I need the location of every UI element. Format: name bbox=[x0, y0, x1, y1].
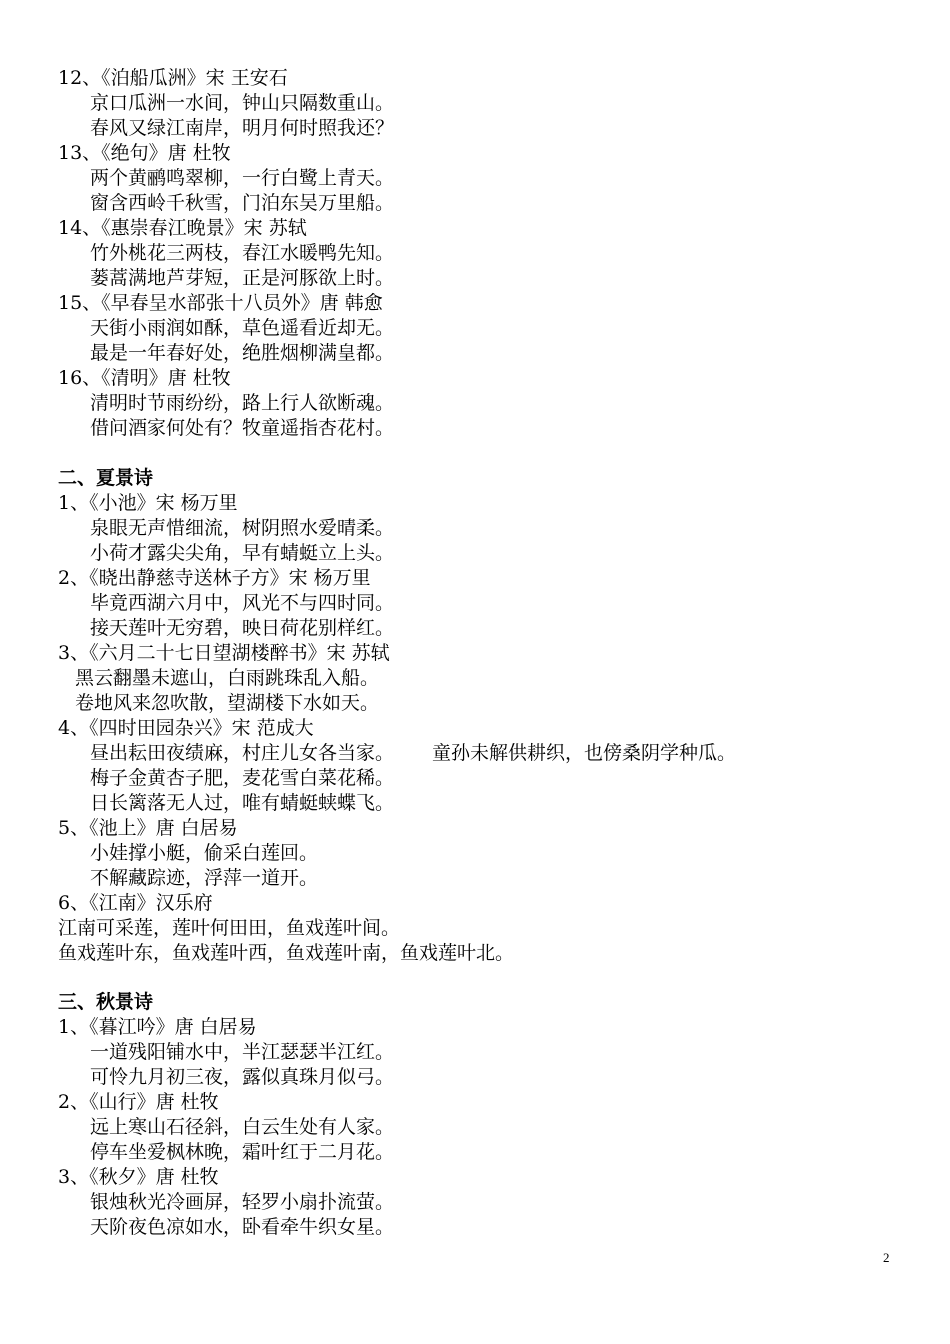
poem-title: 6、《江南》汉乐府 bbox=[58, 892, 213, 914]
poem-title: 2、《山行》唐 杜牧 bbox=[58, 1091, 219, 1113]
autumn-poem-1 bbox=[58, 1015, 928, 1090]
poem-line: 停车坐爱枫林晚，霜叶红于二月花。 bbox=[90, 1141, 395, 1163]
poem-line: 清明时节雨纷纷，路上行人欲断魂。 bbox=[90, 392, 395, 414]
summer-poem-6 bbox=[58, 891, 928, 966]
poem-line: 蒌蒿满地芦芽短，正是河豚欲上时。 bbox=[90, 267, 395, 289]
poem-line: 一道残阳铺水中，半江瑟瑟半江红。 bbox=[90, 1041, 395, 1063]
poem-line: 两个黄鹂鸣翠柳，一行白鹭上青天。 bbox=[90, 167, 395, 189]
poem-line: 毕竟西湖六月中，风光不与四时同。 bbox=[90, 592, 395, 614]
poem-title: 3、《秋夕》唐 杜牧 bbox=[58, 1166, 219, 1188]
poem-line: 窗含西岭千秋雪，门泊东吴万里船。 bbox=[90, 192, 395, 214]
section-spacer bbox=[58, 966, 928, 990]
section-heading-summer: 二、夏景诗 bbox=[58, 467, 154, 489]
poem-title: 2、《晓出静慈寺送林子方》宋 杨万里 bbox=[58, 567, 371, 589]
poem-line-text-extra: 童孙未解供耕织，也傍桑阴学种瓜。 bbox=[432, 742, 737, 764]
poem-line: 最是一年春好处，绝胜烟柳满皇都。 bbox=[90, 342, 395, 364]
summer-poem-1 bbox=[58, 491, 928, 566]
summer-poem-3 bbox=[58, 641, 928, 716]
poem-line: 银烛秋光冷画屏，轻罗小扇扑流萤。 bbox=[90, 1191, 395, 1213]
poem-title: 5、《池上》唐 白居易 bbox=[58, 817, 238, 839]
poem-14 bbox=[58, 216, 928, 291]
poem-title: 12、《泊船瓜洲》宋 王安石 bbox=[58, 67, 288, 89]
poem-16 bbox=[58, 366, 928, 441]
poem-line: 小娃撑小艇，偷采白莲回。 bbox=[90, 842, 319, 864]
poem-title: 3、《六月二十七日望湖楼醉书》宋 苏轼 bbox=[58, 642, 390, 664]
poem-title: 13、《绝句》唐 杜牧 bbox=[58, 142, 231, 164]
poem-line: 卷地风来忽吹散，望湖楼下水如天。 bbox=[75, 692, 380, 714]
poem-line-text: 昼出耘田夜绩麻，村庄儿女各当家。 bbox=[90, 742, 395, 764]
summer-poem-2 bbox=[58, 566, 928, 641]
autumn-poem-3 bbox=[58, 1165, 928, 1240]
poem-line: 梅子金黄杏子肥，麦花雪白菜花稀。 bbox=[90, 767, 395, 789]
poem-line: 黑云翻墨未遮山，白雨跳珠乱入船。 bbox=[75, 667, 380, 689]
section-spacer bbox=[58, 441, 928, 466]
poem-line bbox=[58, 741, 928, 766]
poem-line: 泉眼无声惜细流，树阴照水爱晴柔。 bbox=[90, 517, 395, 539]
poem-title: 4、《四时田园杂兴》宋 范成大 bbox=[58, 717, 314, 739]
poem-line: 可怜九月初三夜，露似真珠月似弓。 bbox=[90, 1066, 395, 1088]
page-number: 2 bbox=[883, 1250, 890, 1265]
poem-line: 借问酒家何处有？牧童遥指杏花村。 bbox=[90, 417, 395, 439]
poem-line: 远上寒山石径斜，白云生处有人家。 bbox=[90, 1116, 395, 1138]
poem-line: 小荷才露尖尖角，早有蜻蜓立上头。 bbox=[90, 542, 395, 564]
summer-poem-4 bbox=[58, 716, 928, 816]
poem-12 bbox=[58, 66, 928, 141]
autumn-poem-2 bbox=[58, 1090, 928, 1165]
poem-title: 1、《暮江吟》唐 白居易 bbox=[58, 1016, 257, 1038]
poem-line: 春风又绿江南岸，明月何时照我还？ bbox=[90, 117, 395, 139]
poem-15 bbox=[58, 291, 928, 366]
poem-line: 鱼戏莲叶东，鱼戏莲叶西，鱼戏莲叶南，鱼戏莲叶北。 bbox=[58, 942, 515, 964]
poem-line: 江南可采莲，莲叶何田田，鱼戏莲叶间。 bbox=[58, 917, 401, 939]
poem-line: 天阶夜色凉如水，卧看牵牛织女星。 bbox=[90, 1216, 395, 1238]
section-heading-autumn: 三、秋景诗 bbox=[58, 991, 154, 1013]
poem-list bbox=[58, 66, 928, 1240]
poem-line: 日长篱落无人过，唯有蜻蜓蛱蝶飞。 bbox=[90, 792, 395, 814]
poem-title: 14、《惠崇春江晚景》宋 苏轼 bbox=[58, 217, 307, 239]
poem-line: 竹外桃花三两枝，春江水暖鸭先知。 bbox=[90, 242, 395, 264]
summer-poem-5 bbox=[58, 816, 928, 891]
poem-title: 15、《早春呈水部张十八员外》唐 韩愈 bbox=[58, 292, 383, 314]
poem-line: 接天莲叶无穷碧，映日荷花别样红。 bbox=[90, 617, 395, 639]
poem-title: 16、《清明》唐 杜牧 bbox=[58, 367, 231, 389]
poem-line: 天街小雨润如酥，草色遥看近却无。 bbox=[90, 317, 395, 339]
poem-line: 京口瓜洲一水间，钟山只隔数重山。 bbox=[90, 92, 395, 114]
poem-13 bbox=[58, 141, 928, 216]
poem-title: 1、《小池》宋 杨万里 bbox=[58, 492, 238, 514]
poem-line: 不解藏踪迹，浮萍一道开。 bbox=[90, 867, 319, 889]
